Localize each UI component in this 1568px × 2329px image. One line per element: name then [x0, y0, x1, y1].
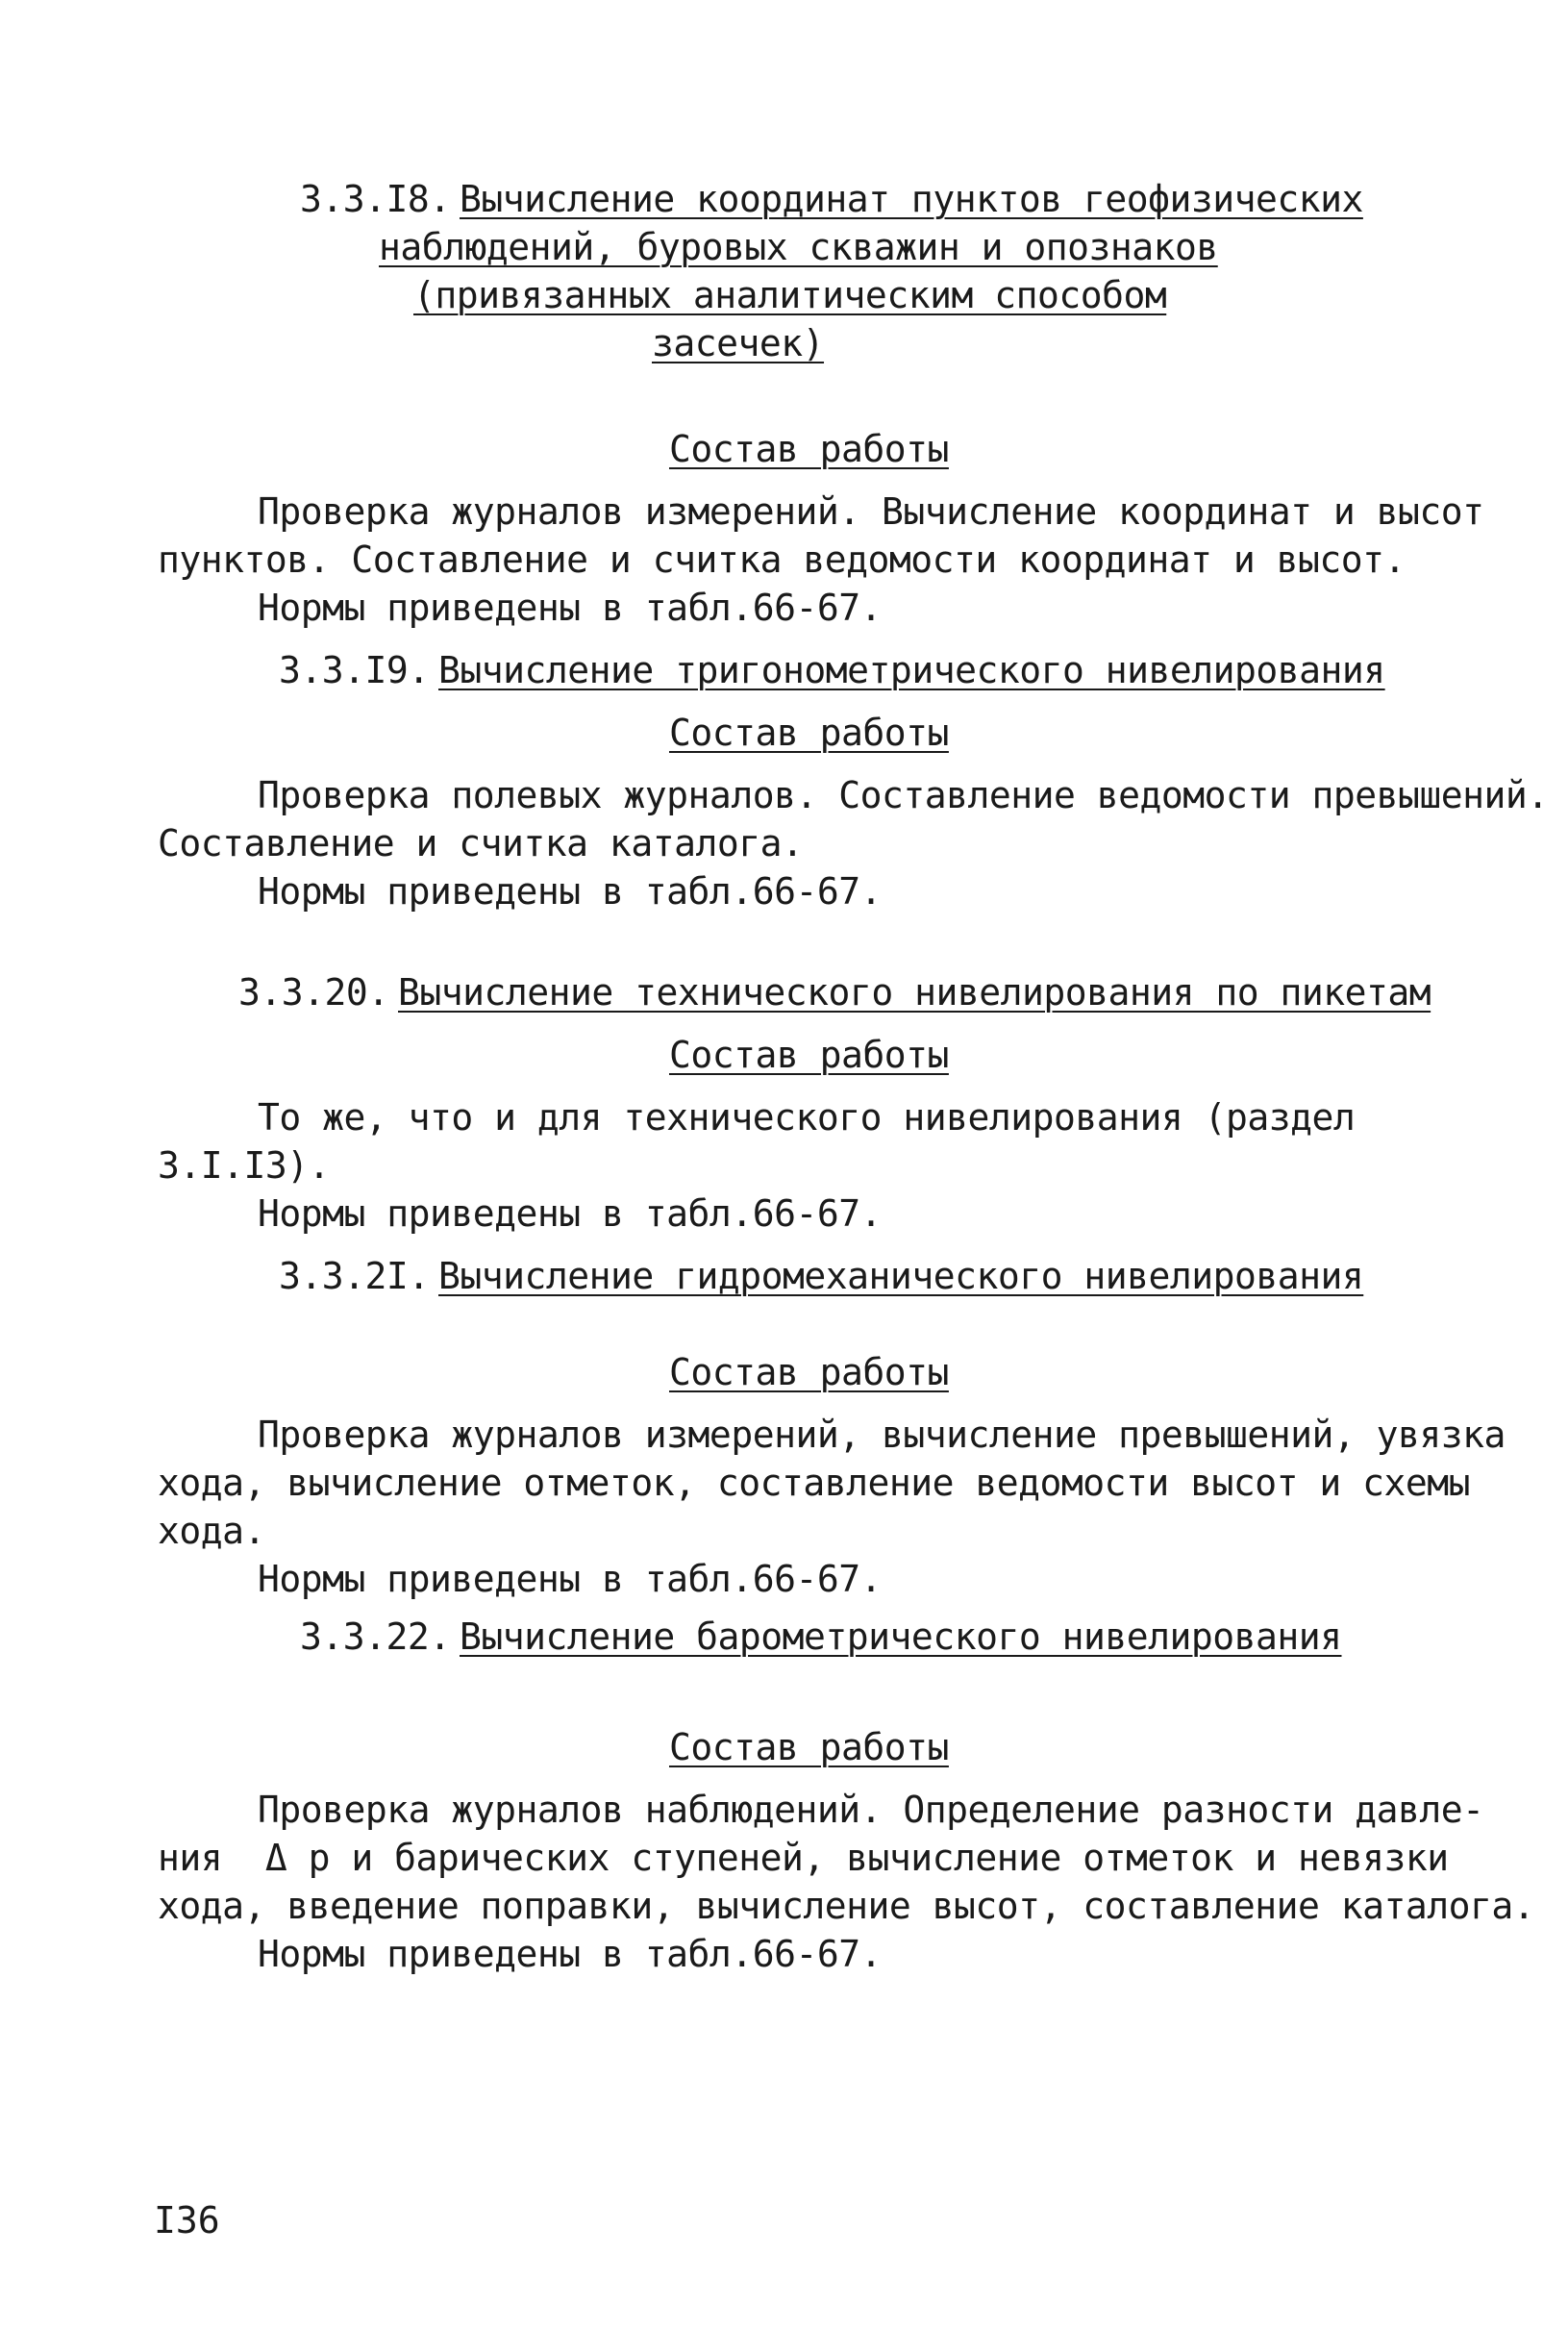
section-number: 3.3.20.	[238, 971, 389, 1014]
body-line: хода, вычисление отметок, составление ведомости высот и схемы	[158, 1462, 1471, 1504]
section-title-line: засечек)	[652, 322, 825, 364]
section-number: 3.3.I9.	[279, 649, 430, 691]
body-line: То же, что и для технического нивелирования (раздел	[258, 1096, 1356, 1139]
section-number: 3.3.I8.	[300, 178, 451, 220]
body-line: хода, введение поправки, вычисление высот, составление каталога.	[158, 1885, 1535, 1927]
section-title-line: Вычисление технического нивелирования по пикетам	[398, 971, 1431, 1014]
section-title-line: Вычисление тригонометрического нивелирования	[438, 649, 1385, 691]
norms-line: Нормы приведены в табл.66-67.	[258, 870, 882, 913]
page-number: I36	[154, 2199, 220, 2241]
norms-line: Нормы приведены в табл.66-67.	[258, 1933, 882, 1975]
body-line: Проверка полевых журналов. Составление ведомости превышений.	[258, 774, 1549, 816]
body-line: Проверка журналов измерений, вычисление превышений, увязка	[258, 1414, 1506, 1456]
section-title-line: Вычисление гидромеханического нивелирования	[438, 1255, 1364, 1297]
composition-heading: Состав работы	[669, 712, 949, 754]
section-title-line: (привязанных аналитическим способом	[413, 274, 1167, 316]
body-line: хода.	[158, 1510, 265, 1552]
body-line: Составление и считка каталога.	[158, 822, 804, 864]
section-title-line: Вычисление координат пунктов геофизических	[460, 178, 1363, 220]
composition-heading: Состав работы	[669, 1351, 949, 1393]
norms-line: Нормы приведены в табл.66-67.	[258, 1192, 882, 1235]
body-line: Проверка журналов измерений. Вычисление координат и высот	[258, 490, 1484, 533]
body-line: 3.I.I3).	[158, 1144, 331, 1187]
body-line: ния Δ p и барических ступеней, вычисление отметок и невязки	[158, 1837, 1449, 1879]
section-title-line: Вычисление барометрического нивелирования	[460, 1615, 1342, 1658]
section-number: 3.3.2I.	[279, 1255, 430, 1297]
body-line: Проверка журналов наблюдений. Определение разности давле-	[258, 1789, 1484, 1831]
composition-heading: Состав работы	[669, 1726, 949, 1768]
composition-heading: Состав работы	[669, 428, 949, 470]
section-number: 3.3.22.	[300, 1615, 451, 1658]
composition-heading: Состав работы	[669, 1034, 949, 1076]
norms-line: Нормы приведены в табл.66-67.	[258, 1558, 882, 1600]
section-title-line: наблюдений, буровых скважин и опознаков	[379, 226, 1218, 268]
body-line: пунктов. Составление и считка ведомости координат и высот.	[158, 538, 1406, 581]
norms-line: Нормы приведены в табл.66-67.	[258, 587, 882, 629]
